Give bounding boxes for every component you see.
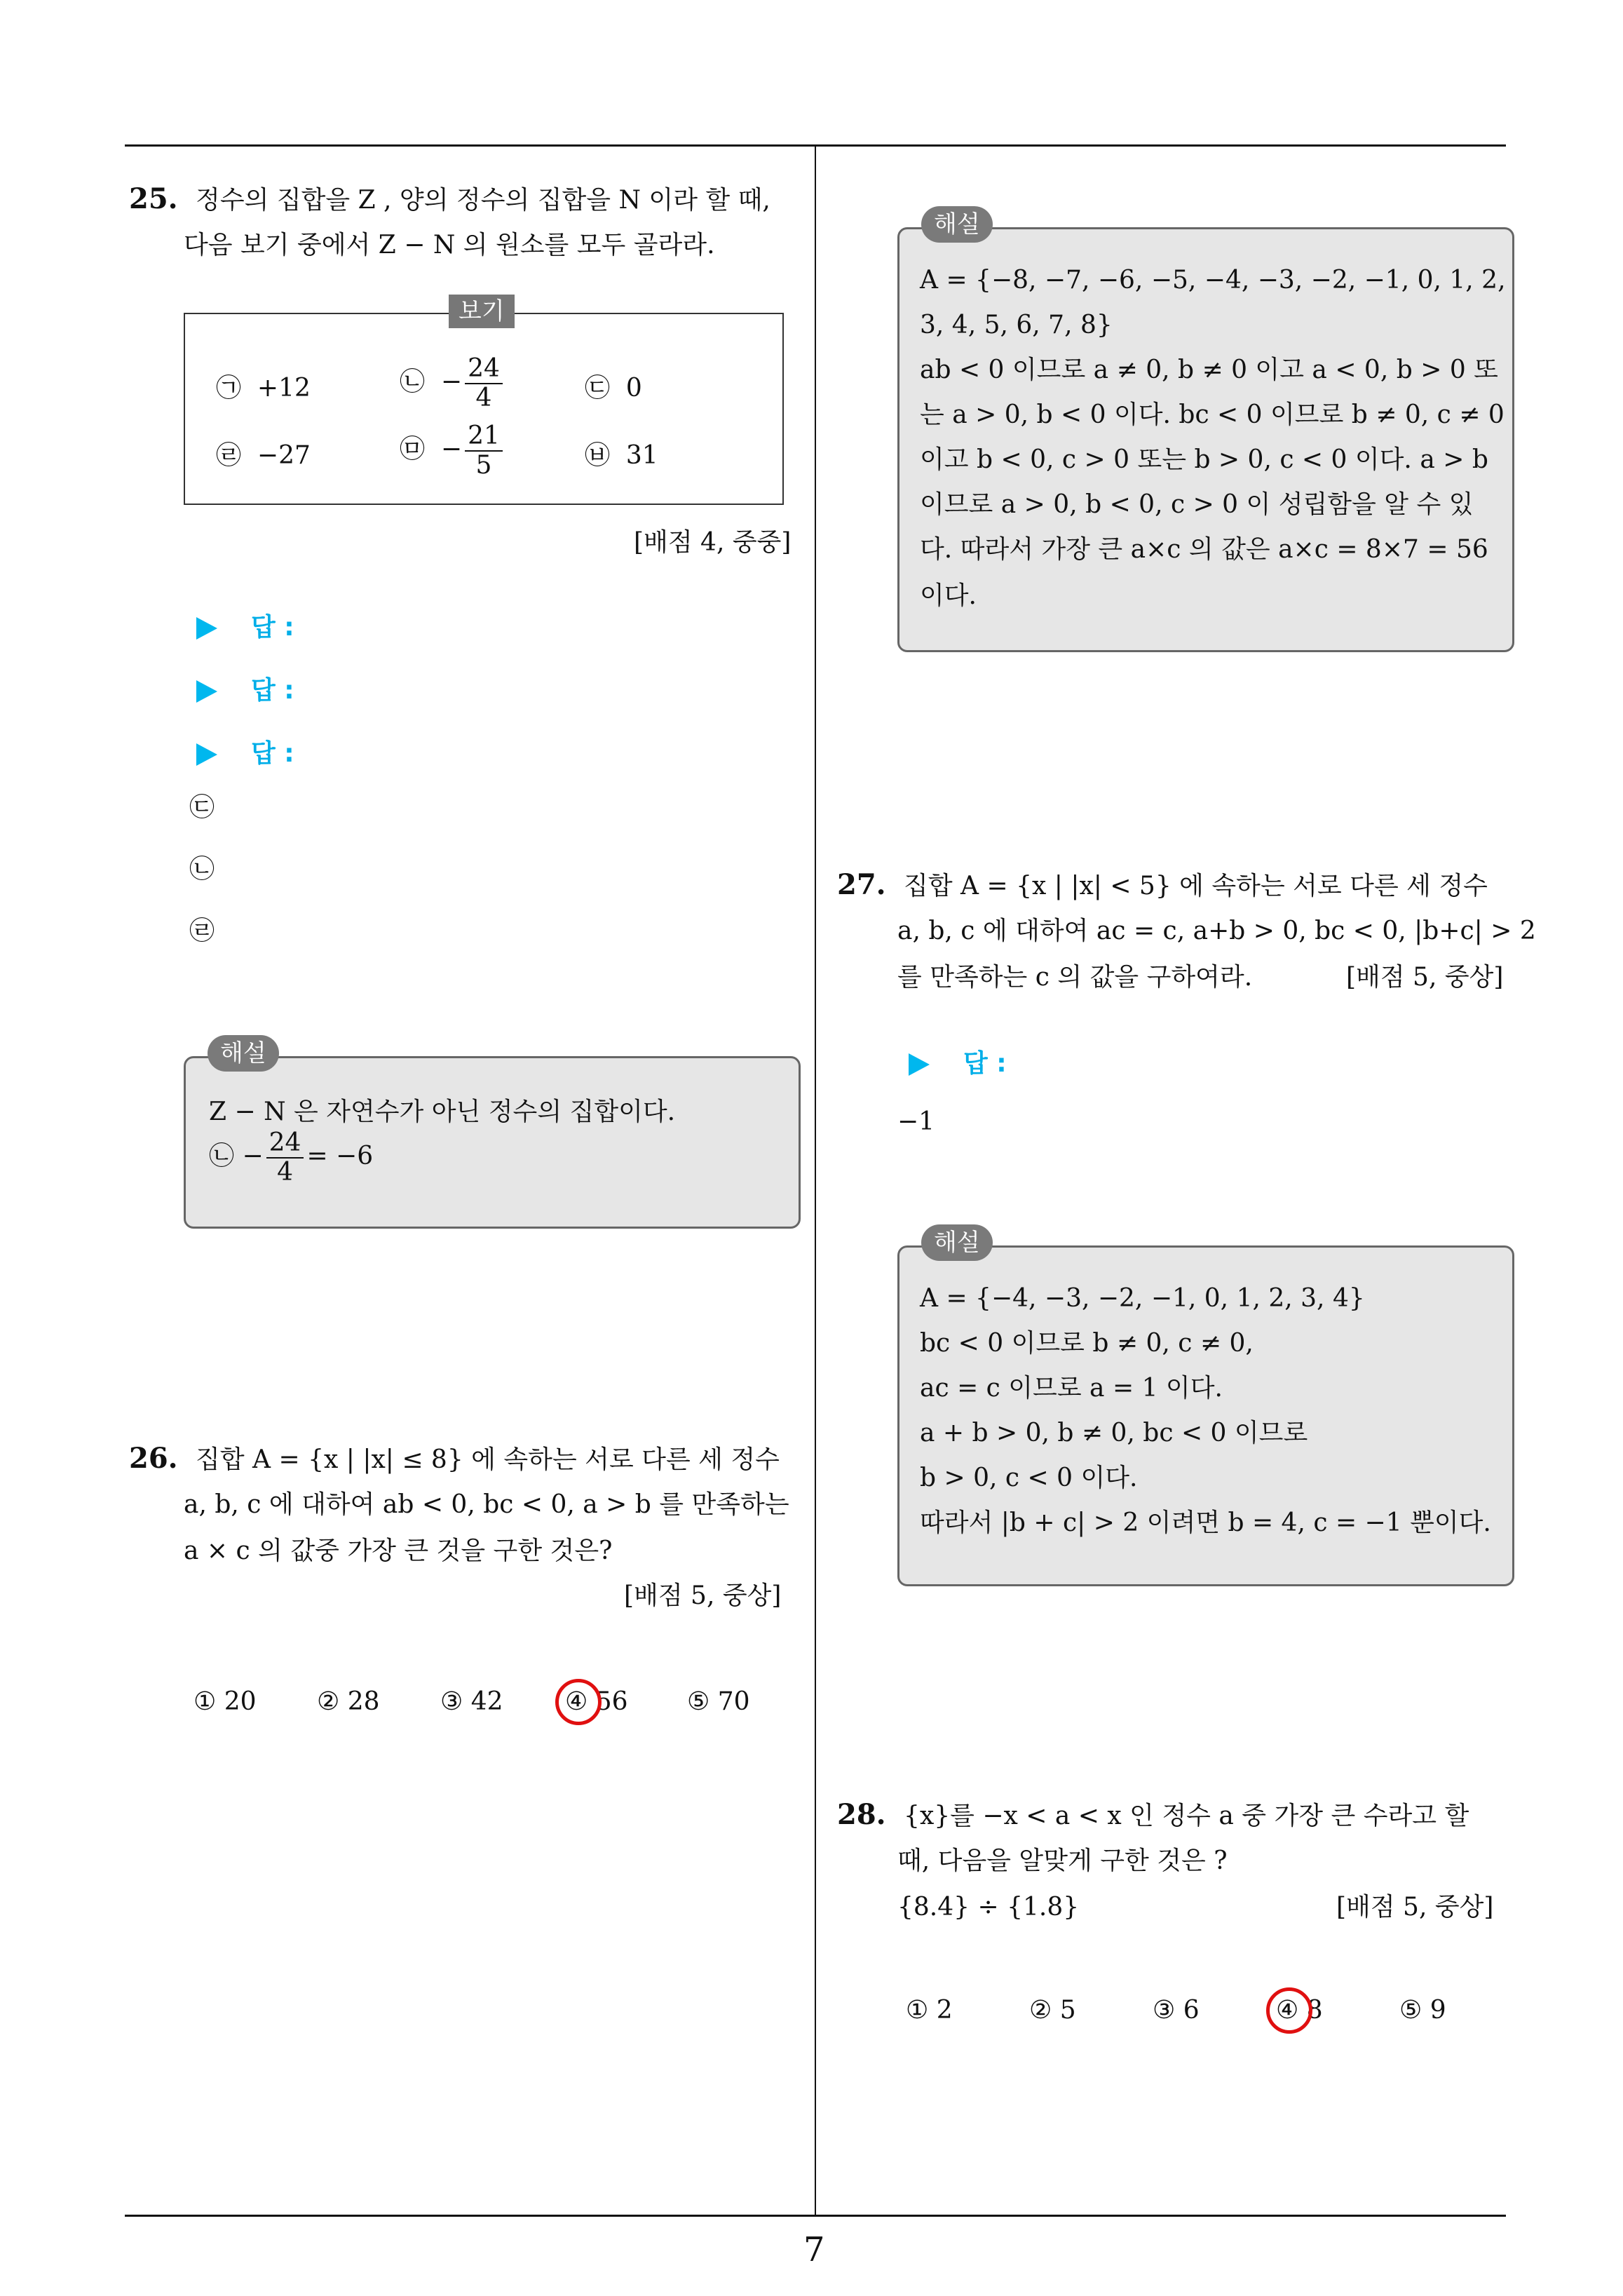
q26-solution-line-5: 이고 b < 0, c > 0 또는 b > 0, c < 0 이다. a > b [920, 445, 1488, 474]
q25-answer-row-3: 답 : [196, 734, 294, 769]
q26-line2: a, b, c 에 대하여 ab < 0, bc < 0, a > b 를 만족하는 [184, 1490, 789, 1519]
q26-choice-1[interactable]: ① 20 [193, 1687, 257, 1716]
q26-choice-3[interactable]: ③ 42 [440, 1687, 503, 1716]
q25-answer-1: ㉢ [189, 793, 215, 822]
q26-selected-circle [555, 1679, 602, 1725]
q28-score: [배점 5, 중상] [1336, 1893, 1494, 1922]
q27-number: 27. [837, 868, 886, 901]
q25-solution-line1: Z − N 은 자연수가 아닌 정수의 집합이다. [209, 1098, 676, 1126]
q27-solution-line-2: bc < 0 이므로 b ≠ 0, c ≠ 0, [920, 1329, 1254, 1358]
column-divider [815, 146, 816, 2215]
q26-solution-line-4: 는 a > 0, b < 0 이다. bc < 0 이므로 b ≠ 0, c ≠ 0 [920, 400, 1505, 429]
q25-line1 [129, 184, 770, 216]
q28-line2: 때, 다음을 알맞게 구한 것은 ? [897, 1846, 1228, 1875]
q28-text-1: {x}를 −x < a < x 인 정수 a 중 가장 큰 수라고 할 [904, 1802, 1469, 1830]
q25-solution-tag: 해설 [208, 1035, 279, 1072]
q27-answer-row: 답 : [909, 1044, 1007, 1079]
q28-selected-circle [1266, 1987, 1312, 2034]
q26-choice-5[interactable]: ⑤ 70 [687, 1687, 750, 1716]
q26-choice-4[interactable]: ④ 56 [565, 1687, 628, 1716]
q25-item-6: ㉥ 31 [585, 441, 658, 470]
q25-answer-row-2: 답 : [196, 670, 294, 706]
q26-line3: a × c 의 값중 가장 큰 것을 구한 것은? [184, 1537, 613, 1565]
q25-text-1: 정수의 집합을 Z , 양의 정수의 집합을 N 이라 할 때, [196, 186, 770, 215]
fraction: $\frac{21}{5}$ [465, 422, 503, 480]
q25-answer-3: ㉣ [189, 917, 215, 945]
q25-answer-row-1: 답 : [196, 607, 294, 643]
q27-solution-line-4: a + b > 0, b ≠ 0, bc < 0 이므로 [920, 1419, 1308, 1447]
q26-solution-line-6: 이므로 a > 0, b < 0, c > 0 이 성립함을 알 수 있 [920, 490, 1474, 519]
q27-score: [배점 5, 중상] [1346, 963, 1504, 992]
q27-line2: a, b, c 에 대하여 ac = c, a+b > 0, bc < 0, |b+c| > 2 [897, 917, 1536, 945]
q26-solution-line-3: ab < 0 이므로 a ≠ 0, b ≠ 0 이고 a < 0, b > 0 또 [920, 356, 1498, 384]
q28-choice-4[interactable]: ④ 8 [1276, 1996, 1323, 2025]
q27-line1 [837, 870, 1488, 902]
q25-score: [배점 4, 중중] [634, 528, 792, 557]
q28-number: 28. [837, 1798, 886, 1831]
q26-number: 26. [129, 1442, 178, 1475]
q25-box-title: 보기 [449, 295, 515, 328]
q26-solution-line-1: A = {−8, −7, −6, −5, −4, −3, −2, −1, 0, 1, 2, [920, 266, 1506, 295]
q26-solution-line-8: 이다. [920, 581, 977, 610]
q28-choice-2[interactable]: ② 5 [1029, 1996, 1076, 2025]
q27-solution-line-1: A = {−4, −3, −2, −1, 0, 1, 2, 3, 4} [920, 1284, 1365, 1313]
q26-text-1: 집합 A = {x | |x| ≤ 8} 에 속하는 서로 다른 세 정수 [196, 1445, 780, 1474]
q26-solution-line-2: 3, 4, 5, 6, 7, 8} [920, 311, 1113, 339]
q25-number: 25. [129, 182, 178, 215]
q28-line1 [837, 1799, 1469, 1832]
q25-item-3: ㉢ 0 [585, 374, 642, 403]
q26-choice-2[interactable]: ② 28 [317, 1687, 380, 1716]
q25-line2: 다음 보기 중에서 Z − N 의 원소를 모두 골라라. [184, 231, 715, 259]
triangle-icon [196, 680, 217, 703]
q28-line3: {8.4} ÷ {1.8} [897, 1893, 1080, 1922]
q26-score: [배점 5, 중상] [624, 1581, 782, 1610]
fraction: $\frac{24}{4}$ [465, 355, 503, 412]
q25-item-4: ㉣ −27 [216, 441, 311, 470]
q28-choice-3[interactable]: ③ 6 [1153, 1996, 1200, 2025]
q27-solution-line-6: 따라서 |b + c| > 2 이려면 b = 4, c = −1 뿐이다. [920, 1508, 1491, 1537]
fraction: $\frac{24}{4}$ [266, 1129, 304, 1187]
triangle-icon [196, 743, 217, 766]
page-number: 7 [803, 2230, 825, 2269]
q25-item-2: ㉡ − $\frac{24}{4}$ [400, 355, 505, 412]
q27-solution-tag: 해설 [921, 1224, 993, 1261]
q27-line3: 를 만족하는 c 의 값을 구하여라. [897, 963, 1253, 992]
triangle-icon [196, 617, 217, 640]
q25-item-1: ㉠ +12 [216, 374, 311, 403]
q25-solution-line2: ㉡ − $\frac{24}{4}$ = −6 [209, 1128, 374, 1187]
q25-item-5: ㉤ − $\frac{21}{5}$ [400, 422, 505, 480]
q26-solution-line-7: 다. 따라서 가장 큰 a×c 의 값은 a×c = 8×7 = 56 [920, 535, 1488, 564]
q27-text-1: 집합 A = {x | |x| < 5} 에 속하는 서로 다른 세 정수 [904, 872, 1488, 900]
q27-solution-line-5: b > 0, c < 0 이다. [920, 1464, 1138, 1492]
q28-choice-5[interactable]: ⑤ 9 [1399, 1996, 1446, 2025]
q25-answer-2: ㉡ [189, 855, 215, 884]
q26-line1 [129, 1443, 780, 1475]
q27-answer: −1 [897, 1107, 935, 1136]
q26-solution-tag: 해설 [921, 206, 993, 243]
q27-solution-line-3: ac = c 이므로 a = 1 이다. [920, 1374, 1223, 1403]
bottom-rule [125, 2215, 1506, 2217]
triangle-icon [909, 1053, 930, 1076]
q28-choice-1[interactable]: ① 2 [906, 1996, 953, 2025]
